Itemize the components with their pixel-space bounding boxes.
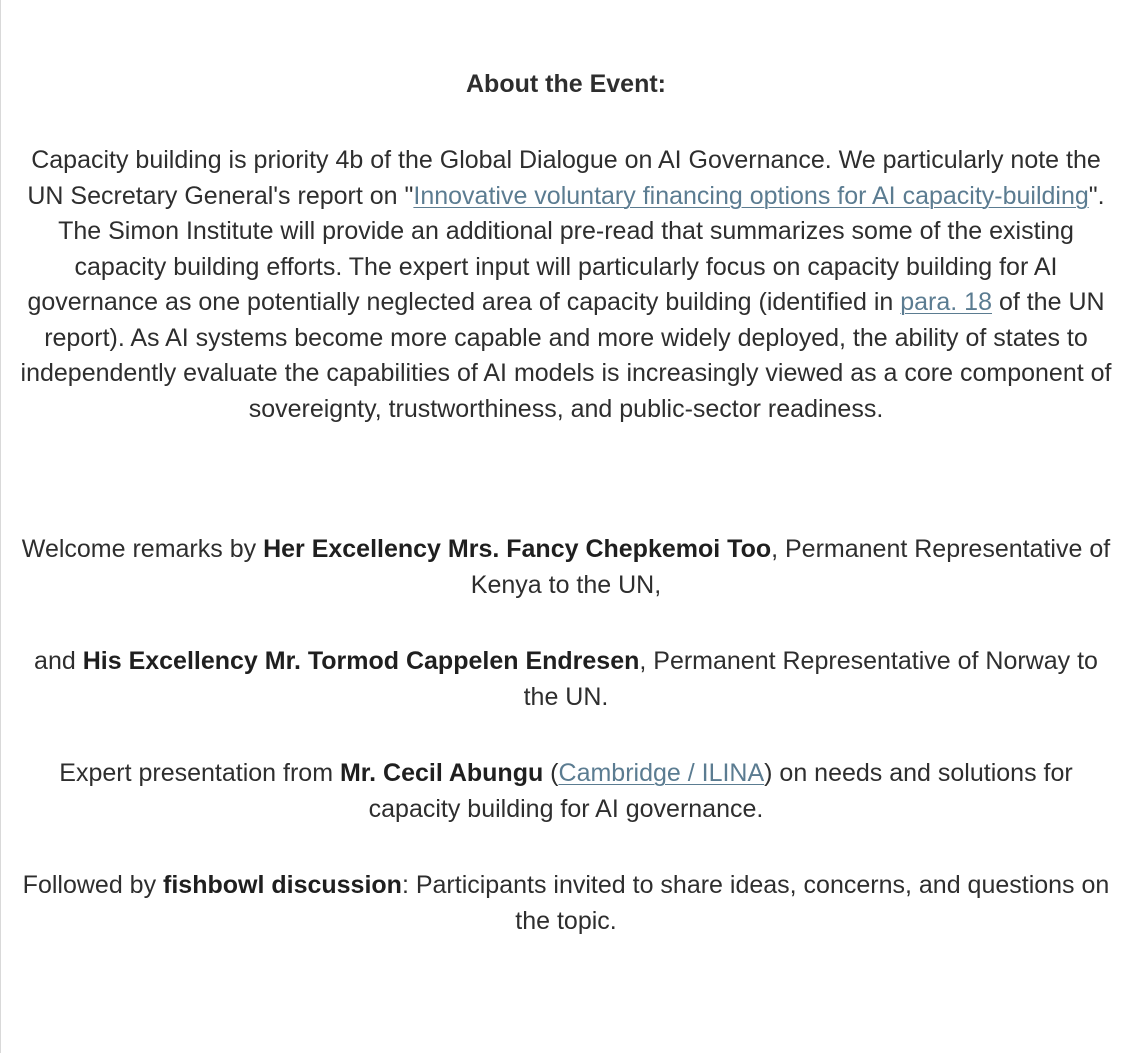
intro-text-2: ". The Simon Institute will provide an additional pre-read that summarizes some of the existing capacity building efforts. The expert input will particularly focus on capacity building for AI governance as one potentially neglected area of capacity building (identified in [27, 181, 1105, 316]
financing-report-link[interactable]: Innovative voluntary financing options for AI capacity-building [413, 181, 1089, 210]
welcome-remarks [16, 532, 1116, 603]
event-description [16, 0, 1116, 939]
welcome-suffix: , Permanent Representative of Kenya to the UN, [470, 535, 1111, 599]
second-remarks [16, 644, 1116, 715]
discussion-prefix: Followed by [22, 871, 164, 899]
expert-name: Mr. Cecil Abungu [339, 759, 544, 787]
intro-text-1: Capacity building is priority 4b of the Global Dialogue on AI Governance. We particularly note the UN Secretary General's report on " [27, 146, 1101, 210]
section-heading: About the Event: [466, 70, 666, 98]
intro-paragraph [16, 143, 1116, 427]
discussion-suffix: : Participants invited to share ideas, concerns, and questions on the topic. [401, 871, 1110, 935]
second-suffix: , Permanent Representative of Norway to the UN. [523, 647, 1098, 711]
second-prefix: and [34, 647, 83, 675]
affiliation-link[interactable]: Cambridge / ILINA [558, 759, 765, 787]
expert-open: ( [543, 759, 559, 787]
para-18-link[interactable]: para. 18 [900, 288, 992, 316]
norway-representative-name: His Excellency Mr. Tormod Cappelen Endresen [82, 647, 640, 675]
fishbowl-label: fishbowl discussion [163, 871, 402, 899]
intro-text-3: of the UN report). As AI systems become more capable and more widely deployed, the ability of states to independently evaluate the capabilities of AI models is increasingly viewed as a core component of sovereignty, trustworthiness, and public-sector readiness. [20, 288, 1112, 423]
expert-suffix: ) on needs and solutions for capacity building for AI governance. [368, 759, 1073, 823]
welcome-prefix: Welcome remarks by [21, 535, 264, 563]
expert-presentation [16, 756, 1116, 827]
expert-prefix: Expert presentation from [59, 759, 340, 787]
fishbowl-discussion [16, 868, 1116, 939]
kenya-representative-name: Her Excellency Mrs. Fancy Chepkemoi Too [263, 535, 772, 563]
